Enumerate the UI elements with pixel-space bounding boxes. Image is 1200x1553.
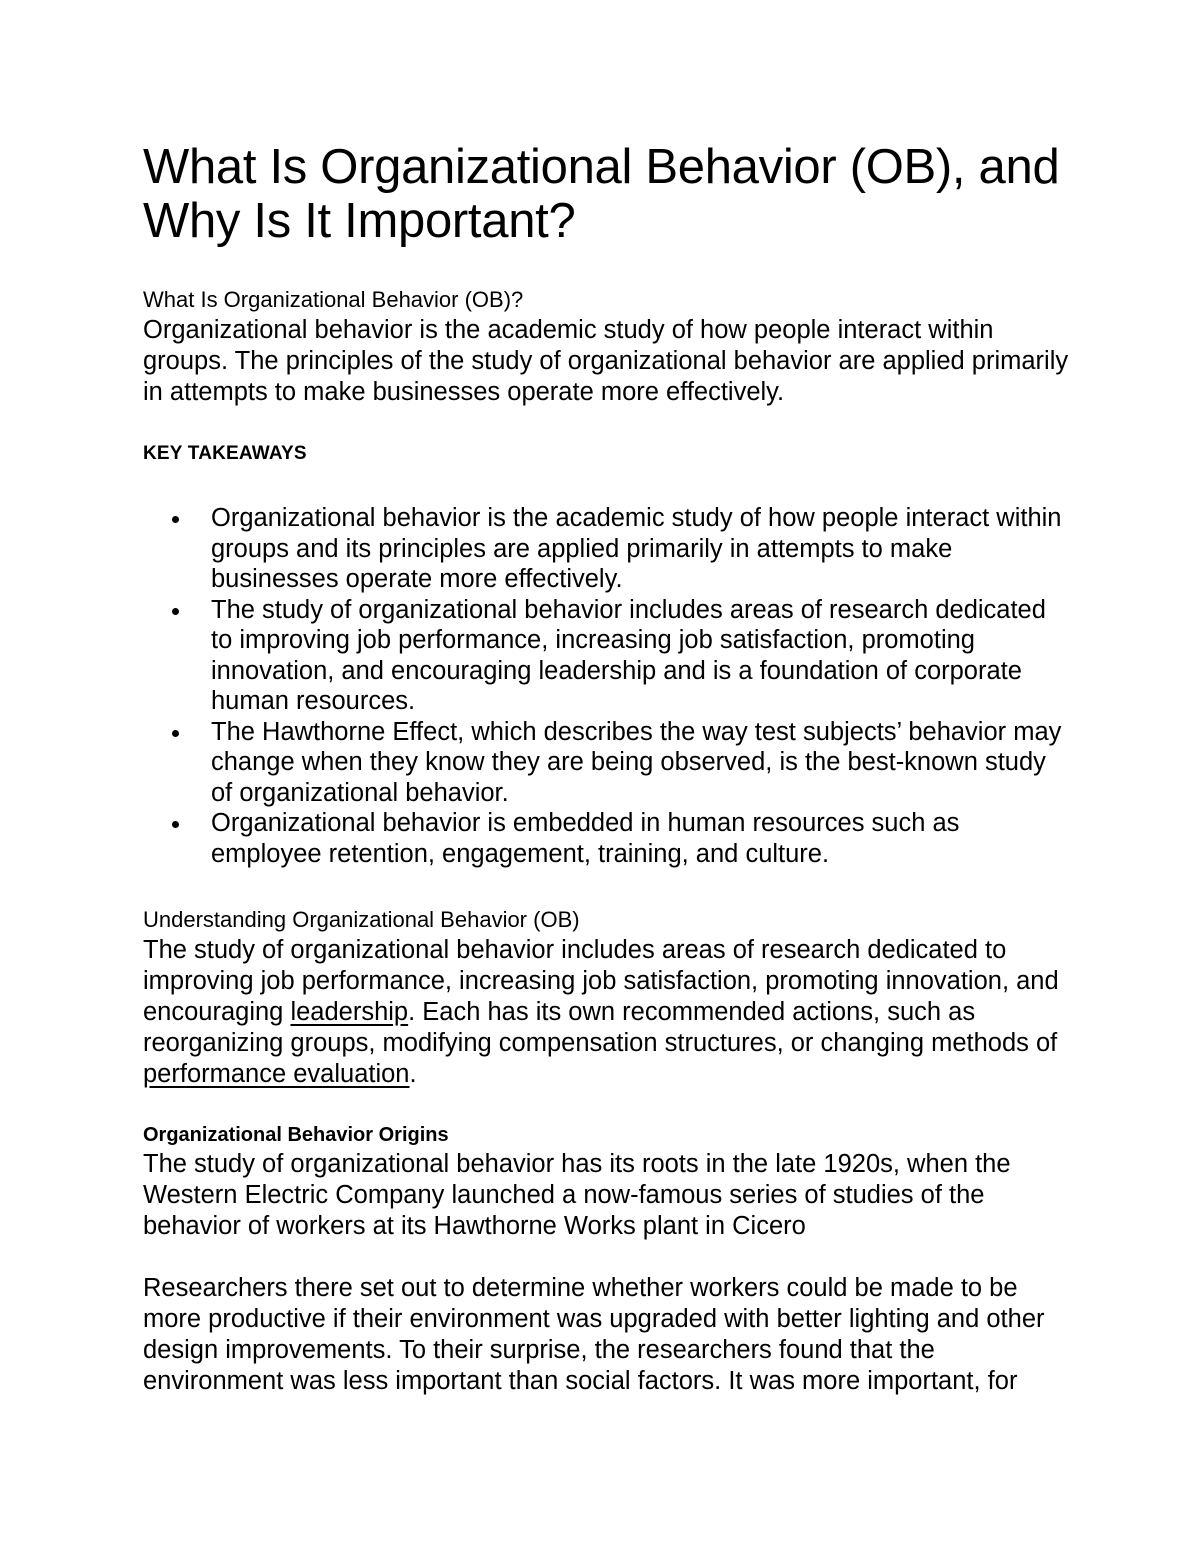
origins-paragraph-1: The study of organizational behavior has its roots in the late 1920s, when the Western Electric Company launched a now-famous series of studies of the behavior of workers at its Hawthorne Works plant in Cicero xyxy=(143,1150,1011,1240)
definition-paragraph: Organizational behavior is the academic study of how people interact within groups. The principles of the study of organizational behavior are applied primarily in attempts to make businesses operate more effectively. xyxy=(143,316,1069,406)
bullet-icon xyxy=(172,821,179,828)
leadership-link[interactable]: leadership xyxy=(290,998,409,1026)
understanding-text-2: . Each has its own recommended actions, such as reorganizing groups, modifying compensation structures, or changing methods of xyxy=(143,998,1058,1057)
performance-evaluation-link[interactable]: performance evaluation xyxy=(143,1060,410,1088)
origins-paragraph-2: Researchers there set out to determine whether workers could be made to be more productive if their environment was upgraded with better lighting and other design improvements. To their surprise, the researchers found that the environment was less important than social factors. It was more important, for xyxy=(143,1274,1045,1395)
page-title: What Is Organizational Behavior (OB), and Why Is It Important? xyxy=(143,140,1060,248)
list-item-text: Organizational behavior is embedded in human resources such as employee retention, engagement, training, and culture. xyxy=(211,809,960,868)
understanding-text-3: . xyxy=(409,1060,417,1088)
understanding-text-1: The study of organizational behavior includes areas of research dedicated to improving job performance, increasing job satisfaction, promoting innovation, and encouraging xyxy=(143,936,1059,1026)
definition-heading: What Is Organizational Behavior (OB)? xyxy=(143,287,524,312)
document-page xyxy=(143,140,1073,1397)
list-item-text: The study of organizational behavior includes areas of research dedicated to improving job performance, increasing job satisfaction, promoting innovation, and encouraging leadership and is a foundation of corporate human resources. xyxy=(211,595,1046,715)
list-item-text: Organizational behavior is the academic study of how people interact within groups and its principles are applied primarily in attempts to make businesses operate more effectively. xyxy=(211,504,1062,593)
bullet-icon xyxy=(172,516,179,523)
list-item xyxy=(143,808,1073,869)
key-takeaways-list xyxy=(143,503,1073,869)
list-item xyxy=(143,595,1073,717)
bullet-icon xyxy=(172,608,179,615)
list-item xyxy=(143,503,1073,595)
key-takeaways-heading: KEY TAKEAWAYS xyxy=(143,443,307,464)
understanding-paragraph xyxy=(143,935,1073,1090)
origins-heading: Organizational Behavior Origins xyxy=(143,1124,449,1146)
list-item xyxy=(143,717,1073,809)
list-item-text: The Hawthorne Effect, which describes the way test subjects’ behavior may change when they know they are being observed, is the best-known study of organizational behavior. xyxy=(211,717,1062,807)
bullet-icon xyxy=(172,730,179,737)
understanding-heading: Understanding Organizational Behavior (OB) xyxy=(143,907,580,932)
